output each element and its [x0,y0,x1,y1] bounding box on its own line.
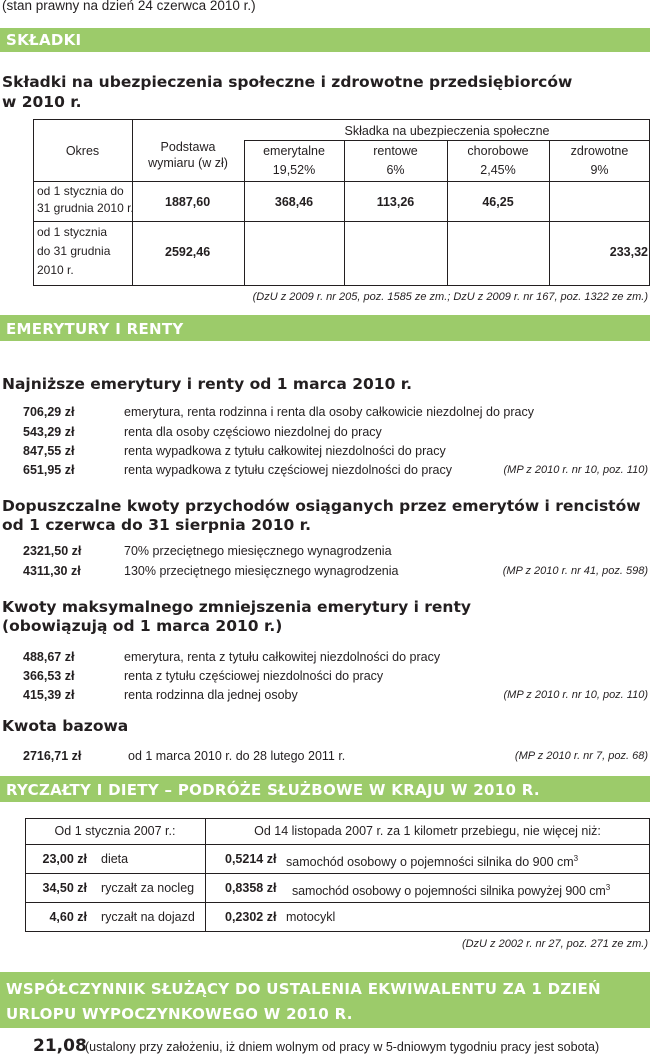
kwoty-max-desc-2: renta z tytułu częściowej niezdolności do pracy [124,669,384,683]
row1-podstawa: 1887,60 [165,195,211,209]
ryczalty-amount-1: 23,00 zł [42,852,87,866]
kwota-bazowa-desc: od 1 marca 2010 r. do 28 lutego 2011 r. [128,749,346,763]
najnizsze-desc-1: emerytura, renta rodzinna i renta dla osoby całkowicie niezdolnej do pracy [124,405,534,419]
section-header-emerytury: EMERYTURY I RENTY [0,315,650,341]
dopuszczalne-source: (MP z 2010 r. nr 41, poz. 598) [502,565,648,577]
kwoty-max-source: (MP z 2010 r. nr 10, poz. 110) [503,689,648,701]
header-okres: Okres [65,144,100,158]
skladki-title-line1: Składki na ubezpieczenia społeczne i zdrowotne przedsiębiorców [2,73,573,91]
legal-status-note: (stan prawny na dzień 24 czerwca 2010 r.) [2,0,256,13]
dopuszczalne-title-line2: od 1 czerwca do 31 sierpnia 2010 r. [2,516,312,534]
dopuszczalne-amount-1: 2321,50 zł [23,544,82,558]
kwota-bazowa-title: Kwota bazowa [2,717,129,735]
najnizsze-source: (MP z 2010 r. nr 10, poz. 110) [503,464,648,476]
row1-period-line2: 31 grudnia 2010 r. [37,201,134,215]
kwoty-max-title-line1: Kwoty maksymalnego zmniejszenia emerytury i renty [2,598,471,616]
wspolczynnik-header-line1: WSPÓŁCZYNNIK SŁUŻĄCY DO USTALENIA EKWIWALENTU ZA 1 DZIEŃ [6,980,601,998]
najnizsze-amount-4: 651,95 zł [23,463,75,477]
row2-period-line2: do 31 grudnia [37,244,111,258]
dopuszczalne-desc-1: 70% przeciętnego miesięcznego wynagrodzenia [124,544,392,558]
ryczalty-desc-2: samochód osobowy o pojemności silnika powyżej 900 $cm^3$ [292,883,611,899]
dopuszczalne-desc-2: 130% przeciętnego miesięcznego wynagrodzenia [124,564,399,578]
header-emerytalne-rate: 19,52% [272,163,316,177]
ryczalty-label-1: dieta [101,852,129,866]
najnizsze-amount-2: 543,29 zł [23,425,75,439]
header-podstawa: Podstawa [160,140,216,154]
row2-podstawa: 2592,46 [165,245,211,259]
header-rentowe: rentowe [373,144,418,158]
row1-emerytalne: 368,46 [274,195,314,209]
section-header-skladki: SKŁADKI [0,28,650,52]
ryczalty-rate-2: 0,8358 zł [225,881,277,895]
kwoty-max-amount-2: 366,53 zł [23,669,75,683]
kwoty-max-title-line2: (obowiązują od 1 marca 2010 r.) [2,617,283,635]
kwoty-max-desc-3: renta rodzinna dla jednej osoby [124,688,298,702]
header-group-spoleczne: Składka na ubezpieczenia społeczne [344,124,550,138]
ryczalty-amount-3: 4,60 zł [49,910,87,924]
kwoty-max-desc-1: emerytura, renta z tytułu całkowitej niezdolności do pracy [124,650,441,664]
wspolczynnik-value: 21,08 [33,1036,87,1056]
header-rentowe-rate: 6% [386,163,405,177]
dopuszczalne-amount-2: 4311,30 zł [23,564,81,578]
section-header-wspolczynnik [0,972,650,1028]
ryczalty-label-2: ryczałt za nocleg [101,881,195,895]
row2-zdrowotne: 233,32 [609,245,648,259]
row1-period-line1: od 1 stycznia do [37,184,124,198]
dopuszczalne-title-line1: Dopuszczalne kwoty przychodów osiąganych przez emerytów i rencistów [2,497,641,515]
header-podstawa-unit: wymiaru (w zł) [148,156,228,170]
skladki-title-line2: w 2010 r. [2,93,82,111]
najnizsze-desc-4: renta wypadkowa z tytułu częściowej niezdolności do pracy [124,463,452,477]
ryczalty-desc-3: motocykl [286,910,336,924]
row2-period-line3: 2010 r. [37,263,74,277]
header-chorobowe: chorobowe [467,144,529,158]
ryczalty-right-header: Od 14 listopada 2007 r. za 1 kilometr przebiegu, nie więcej niż: [254,824,601,838]
section-header-ryczalty: RYCZAŁTY I DIETY – PODRÓŻE SŁUŻBOWE W KRAJU W 2010 R. [0,776,650,802]
ryczalty-label-3: ryczałt na dojazd [101,910,195,924]
row1-chorobowe: 46,25 [482,195,514,209]
ryczalty-left-header: Od 1 stycznia 2007 r.: [54,824,176,838]
header-zdrowotne-rate: 9% [590,163,609,177]
wspolczynnik-desc: (ustalony przy założeniu, iż dniem wolnym od pracy w 5-dniowym tygodniu pracy jest sobota) [85,1040,600,1054]
header-emerytalne: emerytalne [263,144,325,158]
kwota-bazowa-source: (MP z 2010 r. nr 7, poz. 68) [514,750,648,762]
row1-rentowe: 113,26 [376,195,415,209]
row2-period-line1: od 1 stycznia [37,225,108,239]
ryczalty-amount-2: 34,50 zł [42,881,87,895]
kwoty-max-amount-1: 488,67 zł [23,650,75,664]
ryczalty-desc-1: samochód osobowy o pojemności silnika do 900 $cm^3$ [286,854,579,870]
najnizsze-amount-1: 706,29 zł [23,405,75,419]
najnizsze-desc-3: renta wypadkowa z tytułu całkowitej niezdolności do pracy [124,444,446,458]
kwota-bazowa-amount: 2716,71 zł [23,749,82,763]
najnizsze-desc-2: renta dla osoby częściowo niezdolnej do pracy [124,425,382,439]
header-chorobowe-rate: 2,45% [480,163,516,177]
najnizsze-title: Najniższe emerytury i renty od 1 marca 2010 r. [2,375,413,393]
najnizsze-amount-3: 847,55 zł [23,444,75,458]
ryczalty-rate-3: 0,2302 zł [225,910,277,924]
wspolczynnik-header-line2: URLOPU WYPOCZYNKOWEGO W 2010 R. [6,1005,353,1023]
kwoty-max-amount-3: 415,39 zł [23,688,75,702]
ryczalty-rate-1: 0,5214 zł [225,852,277,866]
header-zdrowotne: zdrowotne [570,144,629,158]
skladki-source: (DzU z 2009 r. nr 205, poz. 1585 ze zm.; DzU z 2009 r. nr 167, poz. 1322 ze zm.) [252,291,648,303]
ryczalty-source: (DzU z 2002 r. nr 27, poz. 271 ze zm.) [461,938,648,950]
